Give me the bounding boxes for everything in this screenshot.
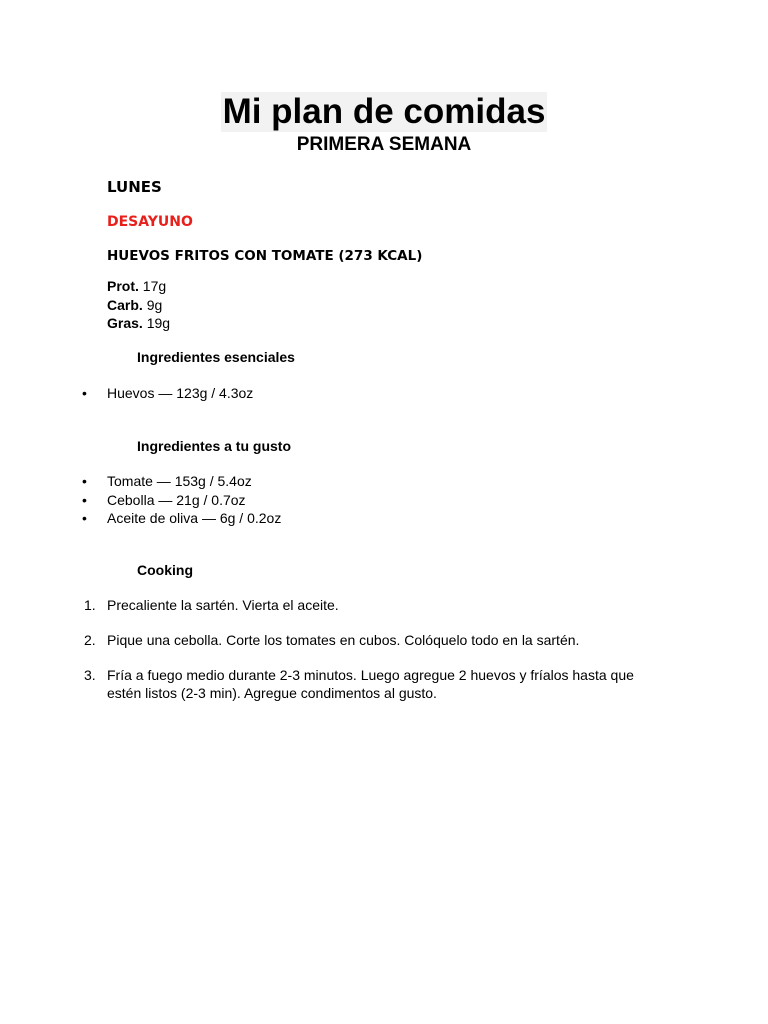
title-container: [0, 92, 768, 132]
step-item: 3. Fría a fuego medio durante 2-3 minutos. Luego agregue 2 huevos y fríalos hasta que estén listos (2-3 min). Agregue condimentos al gusto.: [84, 667, 634, 701]
page-title: Mi plan de comidas: [222, 92, 546, 131]
macro-protein: Prot. 17g: [107, 278, 167, 294]
list-item: • Huevos — 123g / 4.3oz: [82, 385, 254, 401]
list-item: • Aceite de oliva — 6g / 0.2oz: [82, 510, 282, 526]
meal-heading: DESAYUNO: [107, 214, 193, 230]
essential-ingredients-heading: Ingredientes esenciales: [137, 349, 295, 365]
essential-ingredients-list: [82, 384, 253, 403]
step-item: 2. Pique una cebolla. Corte los tomates en cubos. Colóquelo todo en la sartén.: [84, 632, 580, 648]
list-item: • Tomate — 153g / 5.4oz: [82, 473, 252, 489]
day-heading: LUNES: [107, 178, 162, 196]
optional-ingredients-list: [82, 472, 281, 528]
list-item: • Cebolla — 21g / 0.7oz: [82, 491, 246, 508]
bullet-icon: •: [82, 385, 87, 401]
macros-block: [107, 277, 170, 333]
bullet-icon: •: [82, 473, 87, 489]
page-subtitle: PRIMERA SEMANA: [296, 134, 472, 155]
cooking-heading: Cooking: [137, 562, 193, 578]
optional-ingredients-heading: Ingredientes a tu gusto: [137, 438, 292, 454]
step-item: 1. Precaliente la sartén. Vierta el aceite.: [84, 597, 339, 613]
bullet-icon: •: [82, 510, 87, 526]
bullet-icon: •: [82, 491, 87, 508]
macro-carbs: Carb. 9g: [107, 296, 163, 313]
dish-heading: HUEVOS FRITOS CON TOMATE (273 KCAL): [107, 248, 423, 264]
cooking-steps: [84, 596, 664, 719]
macro-fat: Gras. 19g: [107, 315, 171, 331]
